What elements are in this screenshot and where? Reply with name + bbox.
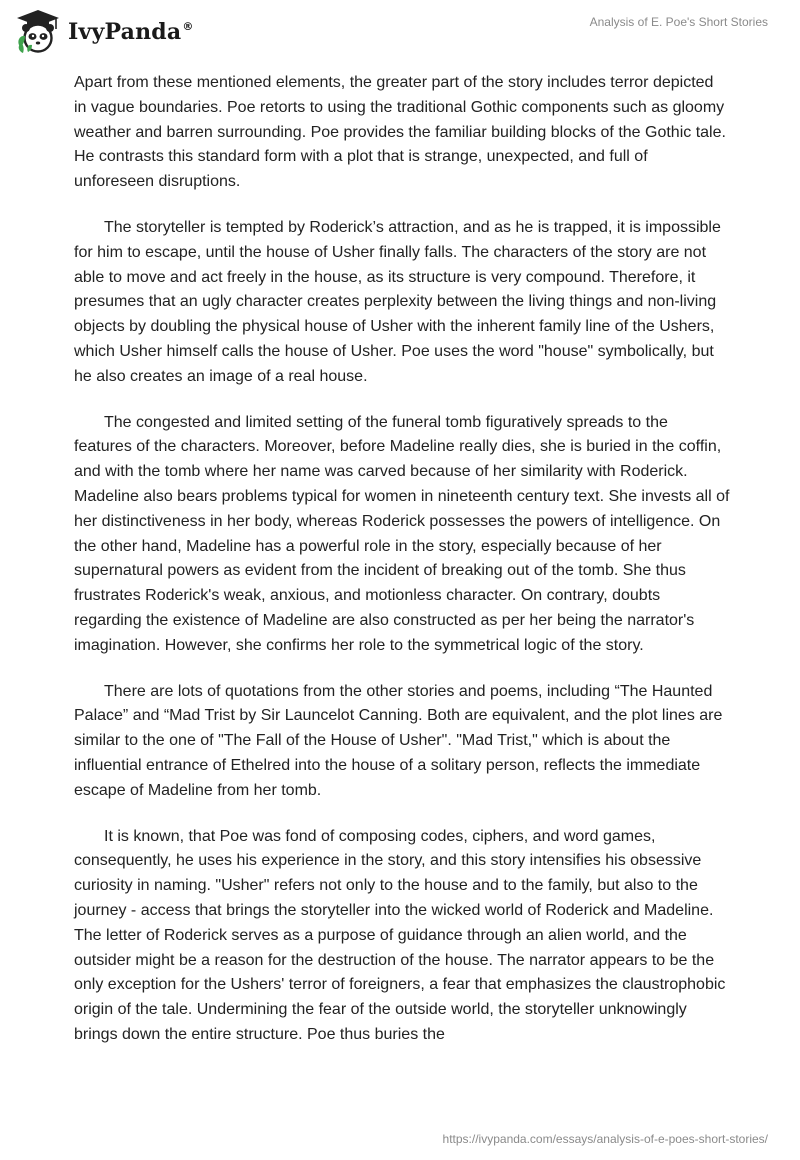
essay-body [74, 71, 730, 1069]
paragraph-1: Apart from these mentioned elements, the greater part of the story includes terror depicted in vague boundaries. Poe retorts to using the traditional Gothic components such as gloomy weather and barren surrounding. Poe provides the familiar building blocks of the Gothic tale. He contrasts this standard form with a plot that is strange, unexpected, and full of unforeseen disruptions. [74, 74, 726, 191]
paragraph-5: It is known, that Poe was fond of composing codes, ciphers, and word games, consequently, he uses his experience in the story, and this story intensifies his obsessive curiosity in naming. "Usher" refers not only to the house and to the family, but also to the journey - access that brings the storyteller into the wicked world of Roderick and Madeline. The letter of Roderick serves as a purpose of guidance through an alien world, and the outsider might be a reason for the destruction of the house. The narrator appears to be the only exception for the Ushers' terror of foreigners, a fear that emphasizes the claustrophobic origin of the tale. Undermining the fear of the outside world, the storyteller unknowingly brings down the entire structure. Poe thus buries the [74, 827, 726, 1043]
paragraph-3: The congested and limited setting of the funeral tomb figuratively spreads to the features of the characters. Moreover, before Madeline really dies, she is buried in the coffin, and with the tomb where her name was carved because of her similarity with Roderick. Madeline also bears problems typical for women in nineteenth century text. She invests all of her distinctiveness in her body, whereas Roderick possesses the powers of intelligence. On the other hand, Madeline has a powerful role in the story, especially because of her supernatural powers as evident from the incident of breaking out of the tomb. She thus frustrates Roderick's weak, anxious, and motionless character. On contrary, doubts regarding the existence of Madeline are also constructed as per her being the narrator's imagination. However, she confirms her role to the symmetrical logic of the story. [74, 413, 730, 654]
document-title: Analysis of E. Poe's Short Stories [589, 15, 768, 29]
paragraph-2: The storyteller is tempted by Roderick’s attraction, and as he is trapped, it is impossible for him to escape, until the house of Usher finally falls. The characters of the story are not able to move and act freely in the house, as its structure is very compound. Therefore, it presumes that an ugly character creates perplexity between the living things and non-living objects by doubling the physical house of Usher with the inherent family line of the Ushers, which Usher himself calls the house of Usher. Poe uses the word "house" symbolically, but he also creates an image of a real house. [74, 218, 721, 385]
source-url[interactable]: https://ivypanda.com/essays/analysis-of-e-poes-short-stories/ [442, 1132, 768, 1146]
panda-graduation-cap-icon [14, 7, 62, 55]
paragraph-4: There are lots of quotations from the other stories and poems, including “The Haunted Palace” and “Mad Trist by Sir Launcelot Canning. Both are equivalent, and the plot lines are similar to the one of "The Fall of the House of Usher". "Mad Trist," which is about the influential entrance of Ethelred into the house of a solitary person, reflects the immediate escape of Madeline from her tomb. [74, 682, 723, 799]
brand-name: IvyPanda® [68, 19, 194, 45]
registered-mark: ® [182, 20, 194, 33]
page-header [0, 0, 800, 70]
ivypanda-logo[interactable] [14, 7, 194, 55]
